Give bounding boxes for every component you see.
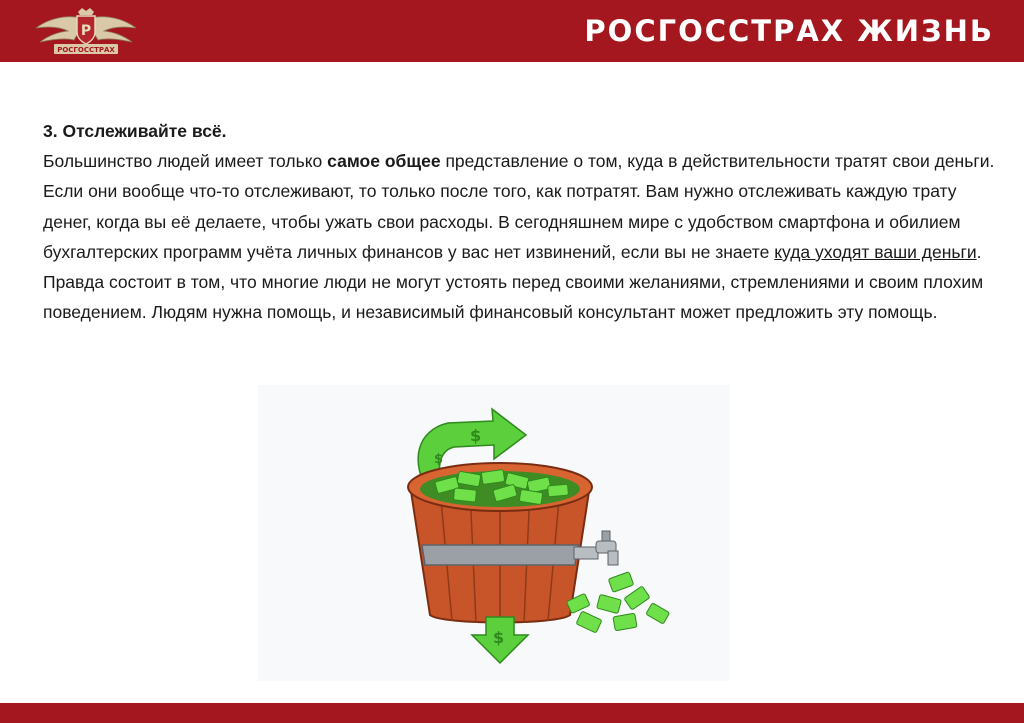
paragraph-2: Правда состоит в том, что многие люди не могут устоять перед своими желаниями, стремлениями и своим плохим поведением. Людям нужна помощь, и независимый финансовый консультант может предложить эту помощь.	[43, 272, 984, 323]
paragraph-1-text-b: представление о том, куда в действительности тратят свои деньги. Если они вообще что-то отслеживают, то только после того, как потратят. Вам нужно отслеживать каждую трату денег, когда вы её делаете, чтобы ужать свои расходы. В сегодняшнем мире с удобством смартфона и обилием бухгалтерских программ учёта личных финансов у вас нет извинений, если вы не знаете	[43, 151, 995, 262]
illustration-panel	[258, 385, 730, 681]
paragraph-1	[43, 146, 1003, 267]
paragraph-1-end: .	[976, 241, 982, 262]
eagle-emblem-icon	[30, 6, 142, 56]
brand-title: РОСГОССТРАХ ЖИЗНЬ	[584, 14, 994, 48]
logo-text: РОСГОССТРАХ	[57, 46, 115, 54]
article-body	[43, 116, 1003, 327]
emphasis-text: самое общее	[327, 151, 441, 172]
money-bucket-leak-icon	[258, 385, 730, 681]
money-link[interactable]: куда уходят ваши деньги	[774, 241, 977, 262]
svg-text:$: $	[470, 426, 482, 445]
header-bar	[0, 0, 1024, 62]
svg-text:$: $	[434, 452, 444, 467]
footer-bar	[0, 703, 1024, 723]
svg-text:P: P	[80, 23, 92, 39]
svg-text:$: $	[493, 628, 505, 647]
article-heading: 3. Отслеживайте всё.	[43, 121, 227, 141]
paragraph-1-text-a: Большинство людей имеет только	[43, 151, 328, 172]
